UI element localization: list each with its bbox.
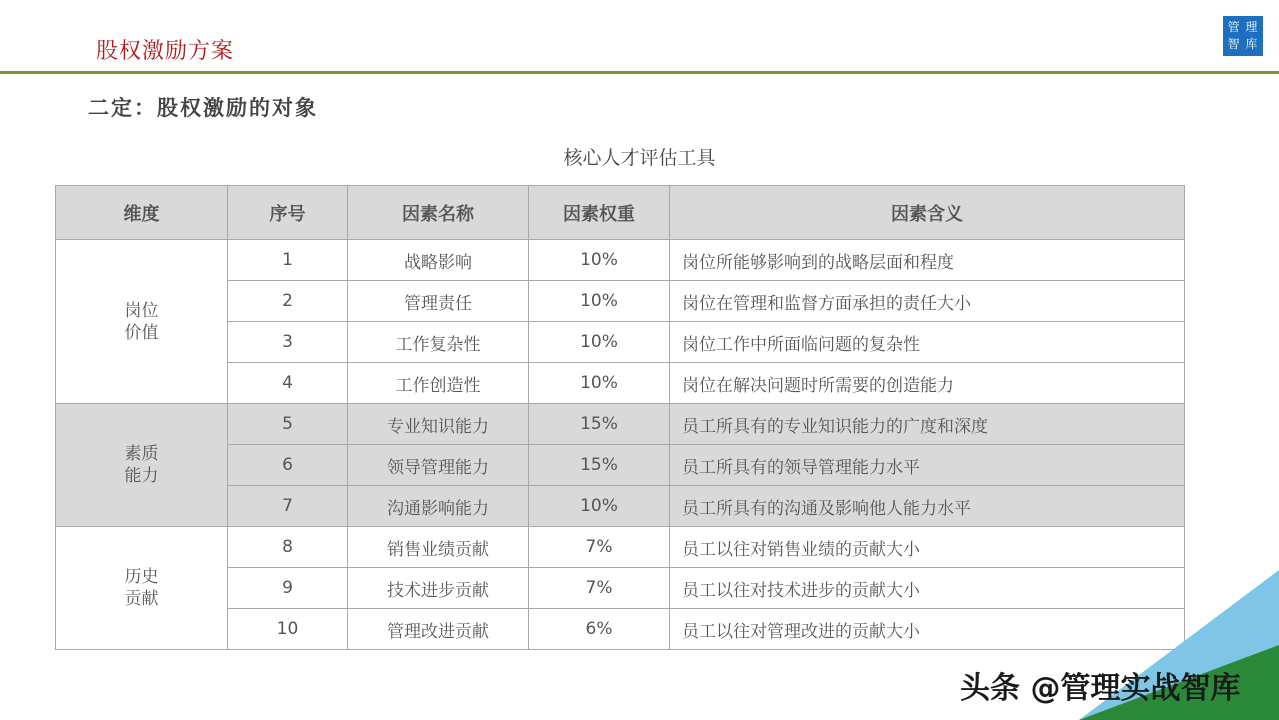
factor-weight: 7% [529,568,670,609]
table-row [56,527,1185,568]
factor-name: 管理改进贡献 [348,609,529,650]
column-header: 序号 [228,186,348,240]
factor-meaning: 岗位工作中所面临问题的复杂性 [670,322,1185,363]
header-divider [0,71,1279,74]
dimension-cell [56,240,228,404]
row-number: 6 [228,445,348,486]
column-header: 因素含义 [670,186,1185,240]
factor-weight: 10% [529,322,670,363]
row-number: 7 [228,486,348,527]
header-title: 股权激励方案 [96,39,235,64]
factor-name: 管理责任 [348,281,529,322]
dimension-line: 能力 [124,466,159,486]
factor-meaning: 岗位在解决问题时所需要的创造能力 [670,363,1185,404]
factor-name: 销售业绩贡献 [348,527,529,568]
factor-meaning: 员工以往对管理改进的贡献大小 [670,609,1185,650]
column-header: 因素权重 [529,186,670,240]
factor-name: 工作创造性 [348,363,529,404]
factor-name: 战略影响 [348,240,529,281]
factor-meaning: 员工所具有的专业知识能力的广度和深度 [670,404,1185,445]
factor-weight: 10% [529,240,670,281]
column-header: 维度 [56,186,228,240]
factor-weight: 10% [529,486,670,527]
section-subtitle: 二定：股权激励的对象 [88,95,318,120]
factor-weight: 15% [529,404,670,445]
logo-line-1: 管 理 [1227,20,1259,34]
factor-name: 技术进步贡献 [348,568,529,609]
factor-weight: 6% [529,609,670,650]
factor-weight: 15% [529,445,670,486]
factor-meaning: 员工以往对销售业绩的贡献大小 [670,527,1185,568]
factor-meaning: 员工以往对技术进步的贡献大小 [670,568,1185,609]
row-number: 5 [228,404,348,445]
factor-weight: 10% [529,363,670,404]
dimension-line: 价值 [124,322,159,343]
row-number: 8 [228,527,348,568]
table-row [56,240,1185,281]
row-number: 1 [228,240,348,281]
row-number: 3 [228,322,348,363]
table-row [56,404,1185,445]
column-header: 因素名称 [348,186,529,240]
dimension-line: 历史 [124,567,159,587]
factor-name: 工作复杂性 [348,322,529,363]
dimension-line: 岗位 [124,300,159,321]
row-number: 2 [228,281,348,322]
factor-name: 专业知识能力 [348,404,529,445]
factor-weight: 10% [529,281,670,322]
factor-meaning: 员工所具有的领导管理能力水平 [670,445,1185,486]
factor-meaning: 岗位在管理和监督方面承担的责任大小 [670,281,1185,322]
dimension-cell [56,527,228,650]
brand-logo [1223,16,1263,56]
logo-line-2: 智 库 [1227,37,1259,51]
row-number: 9 [228,568,348,609]
source-watermark: 头条 @管理实战智库 [960,671,1241,706]
row-number: 4 [228,363,348,404]
factor-name: 沟通影响能力 [348,486,529,527]
dimension-line: 素质 [124,444,159,464]
factor-meaning: 员工所具有的沟通及影响他人能力水平 [670,486,1185,527]
row-number: 10 [228,609,348,650]
table-header-row [56,186,1185,240]
factor-meaning: 岗位所能够影响到的战略层面和程度 [670,240,1185,281]
factor-name: 领导管理能力 [348,445,529,486]
factor-weight: 7% [529,527,670,568]
dimension-cell [56,404,228,527]
evaluation-table [55,185,1185,650]
dimension-line: 贡献 [124,589,159,609]
table-title: 核心人才评估工具 [563,147,716,169]
